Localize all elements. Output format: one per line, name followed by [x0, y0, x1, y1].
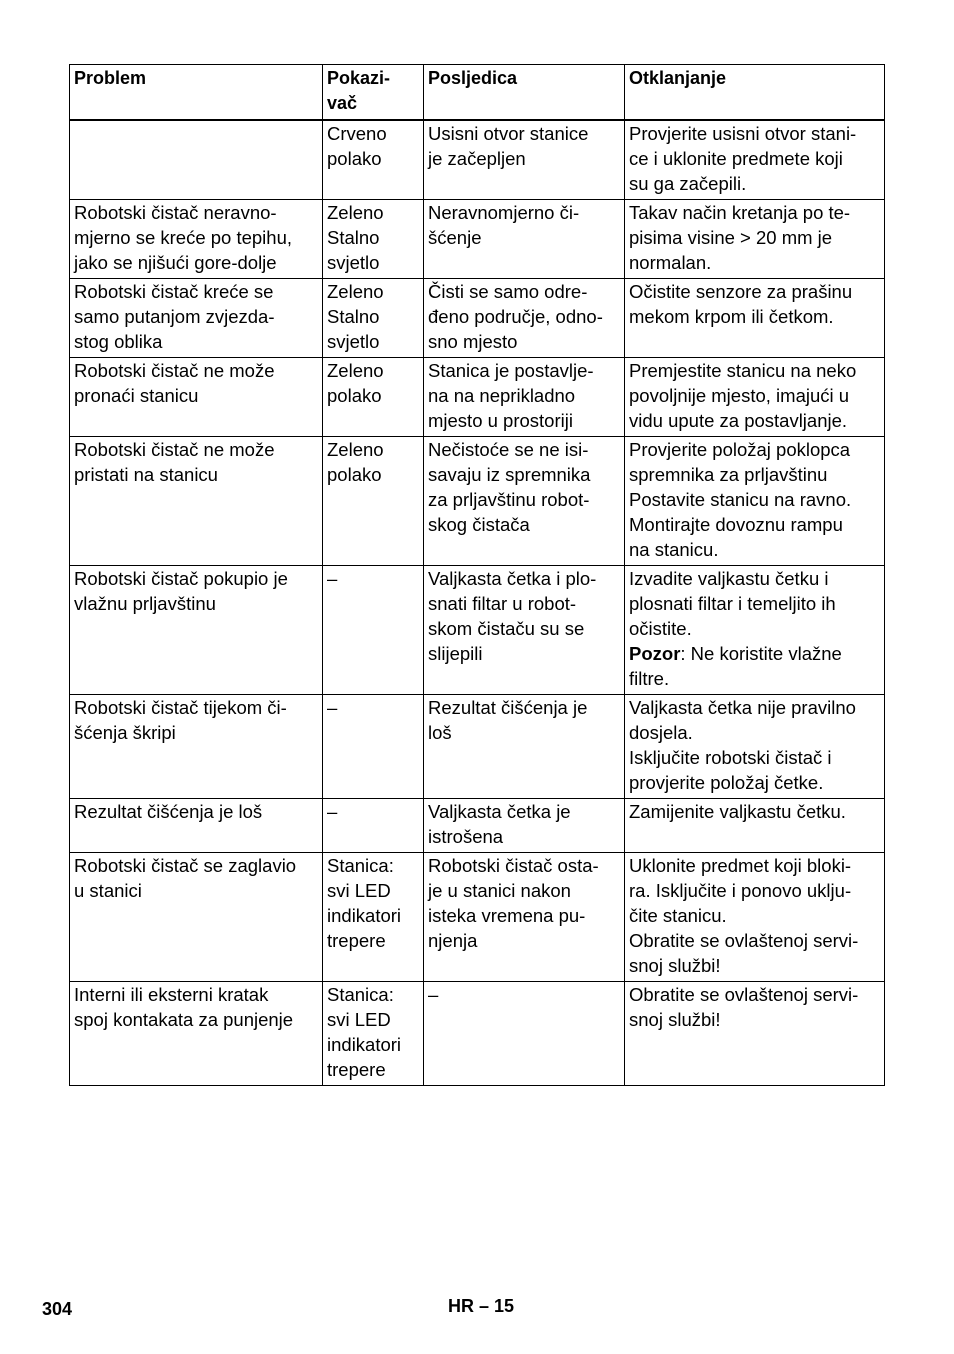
cell-line: Provjerite položaj poklopca — [629, 439, 851, 460]
cell-consequence — [424, 853, 625, 982]
cell-line: spremnika za prljavštinu — [629, 464, 828, 485]
cell-line: Neravnomjerno či- — [428, 202, 580, 223]
cell-line: isteka vremena pu- — [428, 905, 586, 926]
cell-line: Robotski čistač se zaglavio — [74, 855, 297, 876]
cell-consequence — [424, 566, 625, 695]
cell-line: trepere — [327, 1059, 386, 1080]
cell-problem — [70, 853, 323, 982]
cell-line: – — [428, 984, 439, 1005]
cell-line: Valjkasta četka i plo- — [428, 568, 597, 589]
cell-line: u stanici — [74, 880, 142, 901]
cell-line: trepere — [327, 930, 386, 951]
cell-line: je u stanici nakon — [428, 880, 571, 901]
cell-problem — [70, 358, 323, 437]
cell-indicator — [323, 358, 424, 437]
cell-problem — [70, 279, 323, 358]
cell-line: Zeleno — [327, 439, 384, 460]
table-header-row — [70, 65, 885, 121]
cell-indicator — [323, 566, 424, 695]
cell-line: na stanicu. — [629, 539, 719, 560]
cell-line: stog oblika — [74, 331, 163, 352]
cell-line: vidu upute za postavljanje. — [629, 410, 848, 431]
cell-line: Uklonite predmet koji bloki- — [629, 855, 852, 876]
cell-indicator — [323, 799, 424, 853]
cell-consequence — [424, 695, 625, 799]
cell-remedy — [625, 695, 885, 799]
cell-line: – — [327, 568, 338, 589]
cell-line: Nečistoće se ne isi- — [428, 439, 589, 460]
cell-indicator — [323, 695, 424, 799]
cell-indicator — [323, 120, 424, 200]
cell-indicator — [323, 437, 424, 566]
cell-problem — [70, 799, 323, 853]
cell-indicator — [323, 982, 424, 1086]
cell-line: Robotski čistač tijekom či- — [74, 697, 287, 718]
cell-remedy — [625, 799, 885, 853]
cell-problem — [70, 120, 323, 200]
table-row — [70, 437, 885, 566]
cell-consequence — [424, 982, 625, 1086]
cell-line: loš — [428, 722, 452, 743]
table-row — [70, 279, 885, 358]
cell-line: Stalno — [327, 306, 380, 327]
cell-line: Zeleno — [327, 360, 384, 381]
cell-line: za prljavštinu robot- — [428, 489, 590, 510]
cell-line: Stalno — [327, 227, 380, 248]
header-indicator-line: Pokazi- — [327, 68, 391, 88]
cell-line: savaju iz spremnika — [428, 464, 591, 485]
cell-consequence — [424, 200, 625, 279]
cell-line: Valjkasta četka je — [428, 801, 571, 822]
troubleshooting-table — [69, 64, 885, 1086]
header-indicator-line: vač — [327, 93, 358, 113]
cell-line: Provjerite usisni otvor stani- — [629, 123, 857, 144]
cell-line: skog čistača — [428, 514, 530, 535]
cell-line: skom čistaču su se — [428, 618, 585, 639]
cell-line: Rezultat čišćenja je — [428, 697, 588, 718]
cell-line: Robotski čistač pokupio je — [74, 568, 288, 589]
cell-remedy — [625, 566, 885, 695]
remedy-note — [629, 641, 880, 666]
cell-line: filtre. — [629, 668, 670, 689]
cell-line: ra. Isključite i ponovo uklju- — [629, 880, 852, 901]
cell-remedy — [625, 437, 885, 566]
cell-line: su ga začepili. — [629, 173, 747, 194]
cell-remedy — [625, 358, 885, 437]
page-number: 304 — [42, 1299, 73, 1319]
cell-line: Obratite se ovlaštenoj servi- — [629, 984, 859, 1005]
table-row — [70, 120, 885, 200]
cell-line: Stanica: — [327, 984, 394, 1005]
cell-line: njenja — [428, 930, 478, 951]
cell-line: čite stanicu. — [629, 905, 727, 926]
cell-line: očistite. — [629, 618, 692, 639]
cell-problem — [70, 437, 323, 566]
header-remedy: Otklanjanje — [625, 65, 885, 121]
cell-line: pisima visine > 20 mm je — [629, 227, 833, 248]
cell-line: Stanica: — [327, 855, 394, 876]
cell-line: Valjkasta četka nije pravilno — [629, 697, 856, 718]
cell-line: Premjestite stanicu na neko — [629, 360, 857, 381]
cell-line: Očistite senzore za prašinu — [629, 281, 853, 302]
cell-consequence — [424, 358, 625, 437]
cell-line: Obratite se ovlaštenoj servi- — [629, 930, 859, 951]
cell-line: svi LED — [327, 880, 391, 901]
cell-line: polako — [327, 464, 382, 485]
cell-line: jako se njišući gore-dolje — [74, 252, 277, 273]
cell-line: Čisti se samo odre- — [428, 281, 588, 302]
cell-line: slijepili — [428, 643, 483, 664]
cell-line: pronaći stanicu — [74, 385, 199, 406]
cell-line: Robotski čistač neravno- — [74, 202, 277, 223]
cell-line: Rezultat čišćenja je loš — [74, 801, 263, 822]
cell-line: Usisni otvor stanice — [428, 123, 589, 144]
cell-consequence — [424, 799, 625, 853]
table-row — [70, 853, 885, 982]
cell-line: spoj kontakata za punjenje — [74, 1009, 294, 1030]
table-row — [70, 695, 885, 799]
cell-line: pristati na stanicu — [74, 464, 218, 485]
cell-line: istrošena — [428, 826, 504, 847]
cell-line: Zeleno — [327, 281, 384, 302]
cell-line: šćenja škripi — [74, 722, 176, 743]
cell-line: – — [327, 801, 338, 822]
cell-line: svjetlo — [327, 252, 380, 273]
cell-remedy — [625, 853, 885, 982]
cell-problem — [70, 982, 323, 1086]
cell-line: mjerno se kreće po tepihu, — [74, 227, 293, 248]
language-page-label: HR – 15 — [448, 1296, 515, 1316]
cell-line: Postavite stanicu na ravno. — [629, 489, 852, 510]
cell-line: svi LED — [327, 1009, 391, 1030]
warning-text: : Ne koristite vlažne — [680, 643, 842, 664]
cell-indicator — [323, 279, 424, 358]
cell-line: Robotski čistač ne može — [74, 439, 275, 460]
cell-line: snoj službi! — [629, 1009, 721, 1030]
cell-line: Montirajte dovoznu rampu — [629, 514, 843, 535]
table-row — [70, 200, 885, 279]
cell-line: indikatori — [327, 905, 402, 926]
cell-problem — [70, 566, 323, 695]
cell-line: svjetlo — [327, 331, 380, 352]
cell-line: vlažnu prljavštinu — [74, 593, 216, 614]
cell-line: Zamijenite valjkastu četku. — [629, 801, 846, 822]
cell-line: Robotski čistač kreće se — [74, 281, 274, 302]
header-indicator — [323, 65, 424, 121]
cell-problem — [70, 695, 323, 799]
cell-indicator — [323, 853, 424, 982]
cell-line: snoj službi! — [629, 955, 721, 976]
cell-remedy — [625, 200, 885, 279]
cell-line: povoljnije mjesto, imajući u — [629, 385, 850, 406]
warning-label: Pozor — [629, 643, 681, 664]
cell-line: polako — [327, 148, 382, 169]
cell-line: normalan. — [629, 252, 712, 273]
header-consequence: Posljedica — [424, 65, 625, 121]
cell-indicator — [323, 200, 424, 279]
cell-line: šćenje — [428, 227, 482, 248]
header-problem: Problem — [70, 65, 323, 121]
cell-line: – — [327, 697, 338, 718]
cell-line: snati filtar u robot- — [428, 593, 577, 614]
cell-line: Interni ili eksterni kratak — [74, 984, 269, 1005]
cell-line: ce i uklonite predmete koji — [629, 148, 843, 169]
cell-line: Stanica je postavlje- — [428, 360, 594, 381]
table-row — [70, 799, 885, 853]
cell-remedy — [625, 279, 885, 358]
cell-line: mekom krpom ili četkom. — [629, 306, 834, 327]
cell-line: indikatori — [327, 1034, 402, 1055]
cell-line: Robotski čistač ne može — [74, 360, 275, 381]
cell-line: Takav način kretanja po te- — [629, 202, 851, 223]
cell-consequence — [424, 120, 625, 200]
cell-line: plosnati filtar i temeljito ih — [629, 593, 836, 614]
cell-line: polako — [327, 385, 382, 406]
cell-consequence — [424, 437, 625, 566]
table-row — [70, 566, 885, 695]
cell-line: Robotski čistač osta- — [428, 855, 599, 876]
cell-consequence — [424, 279, 625, 358]
cell-line: sno mjesto — [428, 331, 518, 352]
table-row — [70, 358, 885, 437]
cell-problem — [70, 200, 323, 279]
cell-line: samo putanjom zvjezda- — [74, 306, 275, 327]
cell-remedy — [625, 120, 885, 200]
cell-line: Isključite robotski čistač i — [629, 747, 832, 768]
cell-line: provjerite položaj četke. — [629, 772, 824, 793]
cell-line: Izvadite valjkastu četku i — [629, 568, 829, 589]
table-row — [70, 982, 885, 1086]
cell-line: đeno područje, odno- — [428, 306, 603, 327]
cell-line: Crveno — [327, 123, 387, 144]
cell-line: na na neprikladno — [428, 385, 576, 406]
cell-line: Zeleno — [327, 202, 384, 223]
cell-remedy — [625, 982, 885, 1086]
cell-line: dosjela. — [629, 722, 693, 743]
cell-line: je začepljen — [428, 148, 526, 169]
cell-line: mjesto u prostoriji — [428, 410, 573, 431]
